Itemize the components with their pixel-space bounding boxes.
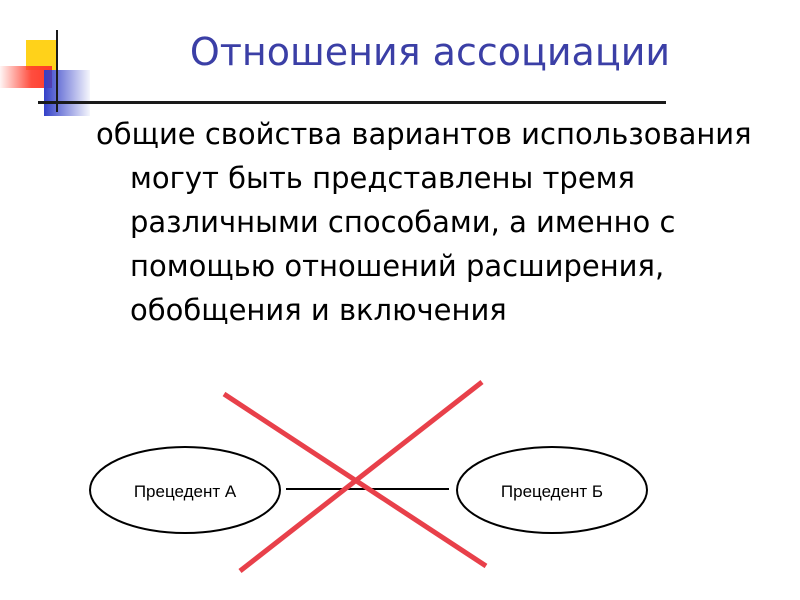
use-case-a-label: Прецедент А	[133, 482, 237, 501]
use-case-b-label: Прецедент Б	[500, 482, 604, 501]
slide-body-text: общие свойства вариантов использования могут быть представлены тремя различными способами, а именно с помощью отношений расширения, обобщения и включения	[96, 117, 752, 327]
use-case-b	[457, 447, 647, 533]
slide-title: Отношения ассоциации	[189, 30, 671, 74]
use-case-a	[90, 447, 280, 533]
